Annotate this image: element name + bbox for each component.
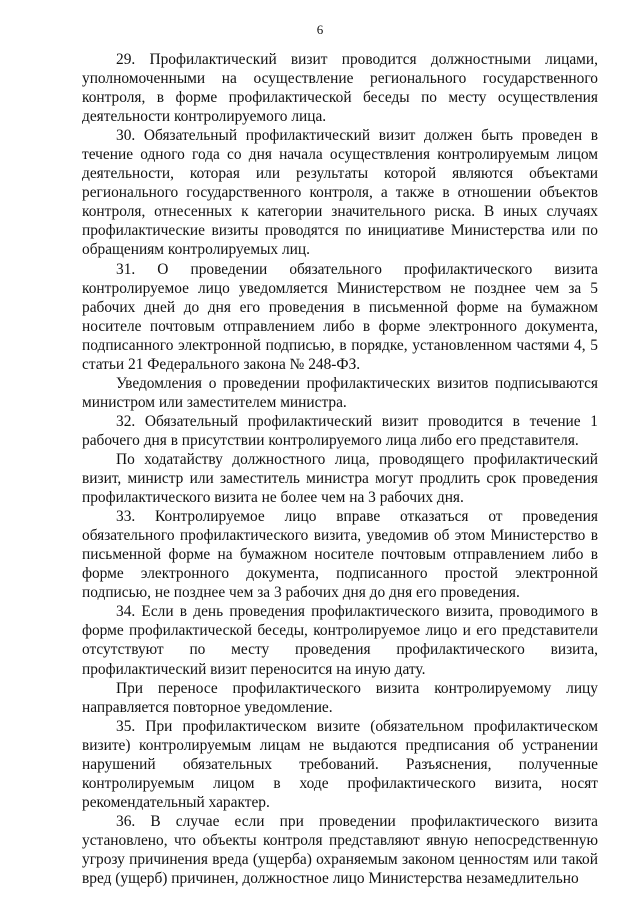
page-number: 6: [316, 22, 324, 37]
paragraph-34: 34. Если в день проведения профилактического визита, проводимого в форме профилактической беседы, контролируемое лицо и его представители отсутствуют по месту проведения профилактического визита, профилактический визит переносится на иную дату.: [82, 603, 598, 678]
paragraph-35: 35. При профилактическом визите (обязательном профилактическом визите) контролируемым лицам не выдаются предписания об устранении нарушений обязательных требований. Разъяснения, полученные контролируемым лицом в ходе профилактического визита, носят рекомендательный характер.: [82, 717, 598, 811]
paragraph-32-extension: По ходатайству должностного лица, проводящего профилактический визит, министр или заместитель министра могут продлить срок проведения профилактического визита не более чем на 3 рабочих дня.: [82, 450, 598, 507]
paragraph-31: 31. О проведении обязательного профилактического визита контролируемое лицо уведомляется Министерством не позднее чем за 5 рабочих дней до дня его проведения в письменной форме на бумажном носителе почтовым отправлением либо в форме электронного документа, подписанного электронной подписью, в порядке, установленном частями 4, 5 статьи 21 Федерального закона № 248-ФЗ.: [82, 260, 598, 373]
document-body: [82, 50, 598, 888]
paragraph-36: 36. В случае если при проведении профилактического визита установлено, что объекты контроля представляют явную непосредственную угрозу причинения вреда (ущерба) охраняемым законом ценностям или такой вред (ущерб) причинен, должностное лицо Министерства незамедлительно: [82, 812, 598, 888]
paragraph-31-notice: Уведомления о проведении профилактических визитов подписываются министром или заместителем министра.: [82, 374, 598, 411]
paragraph-29: 29. Профилактический визит проводится должностными лицами, уполномоченными на осуществление регионального государственного контроля, в форме профилактической беседы по месту осуществления деятельности контролируемого лица.: [82, 51, 598, 126]
paragraph-33: 33. Контролируемое лицо вправе отказаться от проведения обязательного профилактического визита, уведомив об этом Министерство в письменной форме на бумажном носителе почтовым отправлением либо в форме электронного документа, подписанного простой электронной подписью, не позднее чем за 3 рабочих дня до дня его проведения.: [82, 508, 598, 602]
paragraph-34-reschedule: При переносе профилактического визита контролируемому лицу направляется повторное уведомление.: [82, 679, 598, 716]
paragraph-30: 30. Обязательный профилактический визит должен быть проведен в течение одного года со дня начала осуществления контролируемым лицом деятельности, которая или результаты которой являются объектами регионального государственного контроля, а также в отношении объектов контроля, отнесенных к категории значительного риска. В иных случаях профилактические визиты проводятся по инициативе Министерства или по обращениям контролируемых лиц.: [82, 127, 598, 259]
paragraph-32: 32. Обязательный профилактический визит проводится в течение 1 рабочего дня в присутствии контролируемого лица либо его представителя.: [82, 412, 598, 449]
